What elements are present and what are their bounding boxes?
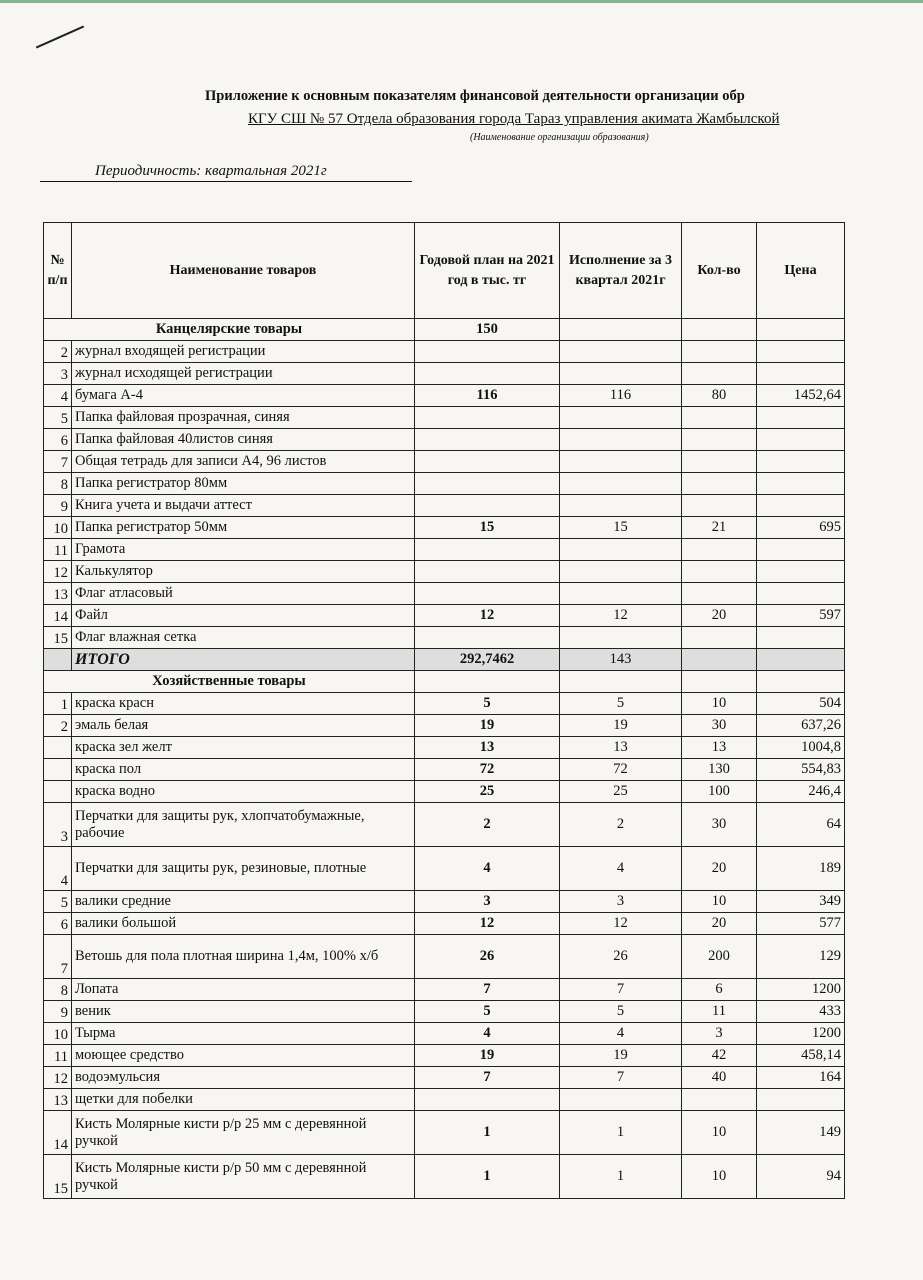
quantity-value: 130 [682, 759, 757, 781]
price-value [757, 363, 845, 385]
price-value: 164 [757, 1067, 845, 1089]
quantity-value [682, 1089, 757, 1111]
row-number: 14 [44, 605, 72, 627]
row-number: 8 [44, 473, 72, 495]
column-header-name: Наименование товаров [72, 223, 415, 319]
plan-value [415, 583, 560, 605]
row-number: 13 [44, 1089, 72, 1111]
periodicity-underline [40, 181, 412, 182]
table-row [44, 1067, 845, 1089]
item-name: краска водно [72, 781, 415, 803]
plan-value: 26 [415, 935, 560, 979]
quantity-value: 20 [682, 605, 757, 627]
empty-cell [682, 319, 757, 341]
table-row [44, 715, 845, 737]
price-value: 458,14 [757, 1045, 845, 1067]
plan-value [415, 363, 560, 385]
plan-value: 7 [415, 979, 560, 1001]
execution-value [560, 627, 682, 649]
quantity-value: 20 [682, 847, 757, 891]
price-value [757, 539, 845, 561]
price-value: 129 [757, 935, 845, 979]
row-number: 15 [44, 1155, 72, 1199]
execution-value [560, 341, 682, 363]
execution-value: 19 [560, 1045, 682, 1067]
column-header-quantity: Кол-во [682, 223, 757, 319]
quantity-value: 10 [682, 891, 757, 913]
periodicity: Периодичность: квартальная 2021г [95, 163, 327, 179]
section-row-household [44, 671, 845, 693]
table-row [44, 363, 845, 385]
quantity-value: 30 [682, 803, 757, 847]
top-edge-line [0, 0, 923, 3]
row-number: 15 [44, 627, 72, 649]
item-name: Папка регистратор 80мм [72, 473, 415, 495]
execution-value: 1 [560, 1155, 682, 1199]
table-row [44, 1155, 845, 1199]
plan-value [415, 561, 560, 583]
plan-value: 12 [415, 605, 560, 627]
item-name: журнал исходящей регистрации [72, 363, 415, 385]
quantity-value [682, 451, 757, 473]
row-number: 6 [44, 429, 72, 451]
table-row [44, 1045, 845, 1067]
price-value [757, 407, 845, 429]
price-value [757, 341, 845, 363]
quantity-value [682, 407, 757, 429]
empty-cell [560, 671, 682, 693]
total-row [44, 649, 845, 671]
item-name: Лопата [72, 979, 415, 1001]
plan-value: 4 [415, 847, 560, 891]
price-value: 149 [757, 1111, 845, 1155]
row-number: 2 [44, 341, 72, 363]
plan-value: 15 [415, 517, 560, 539]
quantity-value [682, 473, 757, 495]
item-name: краска пол [72, 759, 415, 781]
item-name: водоэмульсия [72, 1067, 415, 1089]
quantity-value: 30 [682, 715, 757, 737]
row-number: 4 [44, 847, 72, 891]
plan-value [415, 627, 560, 649]
quantity-value [682, 561, 757, 583]
item-name: журнал входящей регистрации [72, 341, 415, 363]
execution-value: 19 [560, 715, 682, 737]
row-number [44, 737, 72, 759]
plan-value [415, 429, 560, 451]
table-row [44, 561, 845, 583]
quantity-value [682, 627, 757, 649]
execution-value: 13 [560, 737, 682, 759]
row-number: 12 [44, 561, 72, 583]
plan-value: 5 [415, 1001, 560, 1023]
execution-value: 12 [560, 605, 682, 627]
price-value: 433 [757, 1001, 845, 1023]
empty-cell [682, 671, 757, 693]
item-name: Перчатки для защиты рук, хлопчатобумажные, рабочие [72, 803, 415, 847]
item-name: Перчатки для защиты рук, резиновые, плотные [72, 847, 415, 891]
execution-value [560, 473, 682, 495]
quantity-value: 10 [682, 1155, 757, 1199]
empty-cell [757, 319, 845, 341]
price-value [757, 583, 845, 605]
plan-value: 3 [415, 891, 560, 913]
table-row [44, 737, 845, 759]
execution-value: 7 [560, 979, 682, 1001]
table-row [44, 693, 845, 715]
row-number: 5 [44, 407, 72, 429]
organization-name: КГУ СШ № 57 Отдела образования города Тараз управления акимата Жамбылской [248, 111, 780, 127]
row-number: 10 [44, 517, 72, 539]
execution-value: 116 [560, 385, 682, 407]
execution-value [560, 583, 682, 605]
item-name: Ветошь для пола плотная ширина 1,4м, 100% х/б [72, 935, 415, 979]
item-name: Папка файловая 40листов синяя [72, 429, 415, 451]
table-row [44, 407, 845, 429]
quantity-value [682, 429, 757, 451]
price-value: 1004,8 [757, 737, 845, 759]
row-number: 9 [44, 1001, 72, 1023]
row-number: 6 [44, 913, 72, 935]
plan-value: 13 [415, 737, 560, 759]
quantity-value: 3 [682, 1023, 757, 1045]
price-value: 504 [757, 693, 845, 715]
price-value [757, 429, 845, 451]
quantity-value [682, 341, 757, 363]
empty-cell [682, 649, 757, 671]
execution-value: 7 [560, 1067, 682, 1089]
table-row [44, 341, 845, 363]
plan-value: 4 [415, 1023, 560, 1045]
execution-value [560, 1089, 682, 1111]
execution-value: 72 [560, 759, 682, 781]
plan-value [415, 473, 560, 495]
plan-value: 72 [415, 759, 560, 781]
row-number: 8 [44, 979, 72, 1001]
price-value: 554,83 [757, 759, 845, 781]
section-title: Хозяйственные товары [44, 671, 415, 693]
section-plan: 150 [415, 319, 560, 341]
item-name: Файл [72, 605, 415, 627]
execution-value: 12 [560, 913, 682, 935]
quantity-value: 42 [682, 1045, 757, 1067]
row-number: 13 [44, 583, 72, 605]
row-number: 7 [44, 451, 72, 473]
item-name: Флаг влажная сетка [72, 627, 415, 649]
row-number: 3 [44, 803, 72, 847]
row-number: 1 [44, 693, 72, 715]
price-value [757, 627, 845, 649]
item-name: Папка регистратор 50мм [72, 517, 415, 539]
price-value: 597 [757, 605, 845, 627]
plan-value: 2 [415, 803, 560, 847]
quantity-value [682, 583, 757, 605]
item-name: Кисть Молярные кисти р/р 50 мм с деревянной ручкой [72, 1155, 415, 1199]
quantity-value: 13 [682, 737, 757, 759]
execution-value: 4 [560, 847, 682, 891]
quantity-value: 20 [682, 913, 757, 935]
column-header-execution: Исполнение за 3 квартал 2021г [560, 223, 682, 319]
table-row [44, 935, 845, 979]
table-row [44, 1089, 845, 1111]
row-number: 9 [44, 495, 72, 517]
row-number: 10 [44, 1023, 72, 1045]
execution-value: 1 [560, 1111, 682, 1155]
execution-value: 2 [560, 803, 682, 847]
quantity-value: 10 [682, 693, 757, 715]
execution-value [560, 495, 682, 517]
plan-value: 5 [415, 693, 560, 715]
item-name: Тырма [72, 1023, 415, 1045]
execution-value: 15 [560, 517, 682, 539]
execution-value [560, 451, 682, 473]
plan-value [415, 539, 560, 561]
section-title: Канцелярские товары [44, 319, 415, 341]
plan-value [415, 1089, 560, 1111]
price-value: 577 [757, 913, 845, 935]
execution-value: 5 [560, 693, 682, 715]
item-name: Общая тетрадь для записи А4, 96 листов [72, 451, 415, 473]
price-value [757, 473, 845, 495]
item-name: краска красн [72, 693, 415, 715]
table-row [44, 913, 845, 935]
table-row [44, 583, 845, 605]
price-value: 695 [757, 517, 845, 539]
empty-cell [560, 319, 682, 341]
plan-value: 19 [415, 1045, 560, 1067]
plan-value: 12 [415, 913, 560, 935]
table-row [44, 891, 845, 913]
price-value [757, 561, 845, 583]
price-value: 1200 [757, 979, 845, 1001]
row-number [44, 781, 72, 803]
row-number: 3 [44, 363, 72, 385]
table-header-row [44, 223, 845, 319]
execution-value [560, 561, 682, 583]
execution-value [560, 363, 682, 385]
price-value: 64 [757, 803, 845, 847]
table-row [44, 605, 845, 627]
quantity-value: 6 [682, 979, 757, 1001]
item-name: Кисть Молярные кисти р/р 25 мм с деревянной ручкой [72, 1111, 415, 1155]
execution-value: 3 [560, 891, 682, 913]
execution-value: 25 [560, 781, 682, 803]
organization-note: (Наименование организации образования) [470, 132, 649, 143]
price-value: 246,4 [757, 781, 845, 803]
item-name: Грамота [72, 539, 415, 561]
table-row [44, 847, 845, 891]
table-body [44, 319, 845, 1199]
document-title: Приложение к основным показателям финансовой деятельности организации обр [205, 88, 745, 104]
row-number: 11 [44, 1045, 72, 1067]
plan-value: 1 [415, 1111, 560, 1155]
quantity-value: 100 [682, 781, 757, 803]
quantity-value: 40 [682, 1067, 757, 1089]
table-row [44, 979, 845, 1001]
table-row [44, 495, 845, 517]
quantity-value [682, 363, 757, 385]
table-row [44, 803, 845, 847]
plan-value [415, 341, 560, 363]
empty-cell [44, 649, 72, 671]
total-label: ИТОГО [72, 649, 415, 671]
plan-value: 25 [415, 781, 560, 803]
table-row [44, 781, 845, 803]
execution-value [560, 429, 682, 451]
price-value: 1452,64 [757, 385, 845, 407]
row-number [44, 759, 72, 781]
row-number: 14 [44, 1111, 72, 1155]
row-number: 2 [44, 715, 72, 737]
item-name: Книга учета и выдачи аттест [72, 495, 415, 517]
plan-value [415, 451, 560, 473]
row-number: 11 [44, 539, 72, 561]
item-name: Флаг атласовый [72, 583, 415, 605]
pen-mark [36, 26, 84, 49]
execution-value [560, 539, 682, 561]
item-name: валики средние [72, 891, 415, 913]
item-name: эмаль белая [72, 715, 415, 737]
plan-value: 1 [415, 1155, 560, 1199]
goods-table [43, 222, 845, 1199]
total-plan: 292,7462 [415, 649, 560, 671]
total-execution: 143 [560, 649, 682, 671]
plan-value [415, 407, 560, 429]
section-row-stationery [44, 319, 845, 341]
column-header-number: № п/п [44, 223, 72, 319]
empty-cell [415, 671, 560, 693]
item-name: бумага А-4 [72, 385, 415, 407]
plan-value: 7 [415, 1067, 560, 1089]
table-row [44, 385, 845, 407]
price-value: 94 [757, 1155, 845, 1199]
column-header-price: Цена [757, 223, 845, 319]
price-value [757, 451, 845, 473]
item-name: Папка файловая прозрачная, синяя [72, 407, 415, 429]
execution-value: 4 [560, 1023, 682, 1045]
plan-value [415, 495, 560, 517]
table-row [44, 539, 845, 561]
empty-cell [757, 649, 845, 671]
item-name: краска зел желт [72, 737, 415, 759]
column-header-plan: Годовой план на 2021 год в тыс. тг [415, 223, 560, 319]
quantity-value: 21 [682, 517, 757, 539]
item-name: валики большой [72, 913, 415, 935]
table-row [44, 517, 845, 539]
table-row [44, 627, 845, 649]
item-name: веник [72, 1001, 415, 1023]
table-row [44, 1023, 845, 1045]
table-row [44, 759, 845, 781]
price-value: 637,26 [757, 715, 845, 737]
price-value: 349 [757, 891, 845, 913]
plan-value: 19 [415, 715, 560, 737]
quantity-value: 200 [682, 935, 757, 979]
item-name: моющее средство [72, 1045, 415, 1067]
table-row [44, 473, 845, 495]
quantity-value: 10 [682, 1111, 757, 1155]
table-row [44, 429, 845, 451]
item-name: Калькулятор [72, 561, 415, 583]
table-row [44, 451, 845, 473]
execution-value [560, 407, 682, 429]
row-number: 4 [44, 385, 72, 407]
price-value [757, 495, 845, 517]
execution-value: 26 [560, 935, 682, 979]
price-value: 189 [757, 847, 845, 891]
table-row [44, 1111, 845, 1155]
row-number: 5 [44, 891, 72, 913]
execution-value: 5 [560, 1001, 682, 1023]
empty-cell [757, 671, 845, 693]
price-value: 1200 [757, 1023, 845, 1045]
price-value [757, 1089, 845, 1111]
plan-value: 116 [415, 385, 560, 407]
quantity-value [682, 539, 757, 561]
table-row [44, 1001, 845, 1023]
row-number: 12 [44, 1067, 72, 1089]
quantity-value [682, 495, 757, 517]
item-name: щетки для побелки [72, 1089, 415, 1111]
row-number: 7 [44, 935, 72, 979]
quantity-value: 11 [682, 1001, 757, 1023]
quantity-value: 80 [682, 385, 757, 407]
